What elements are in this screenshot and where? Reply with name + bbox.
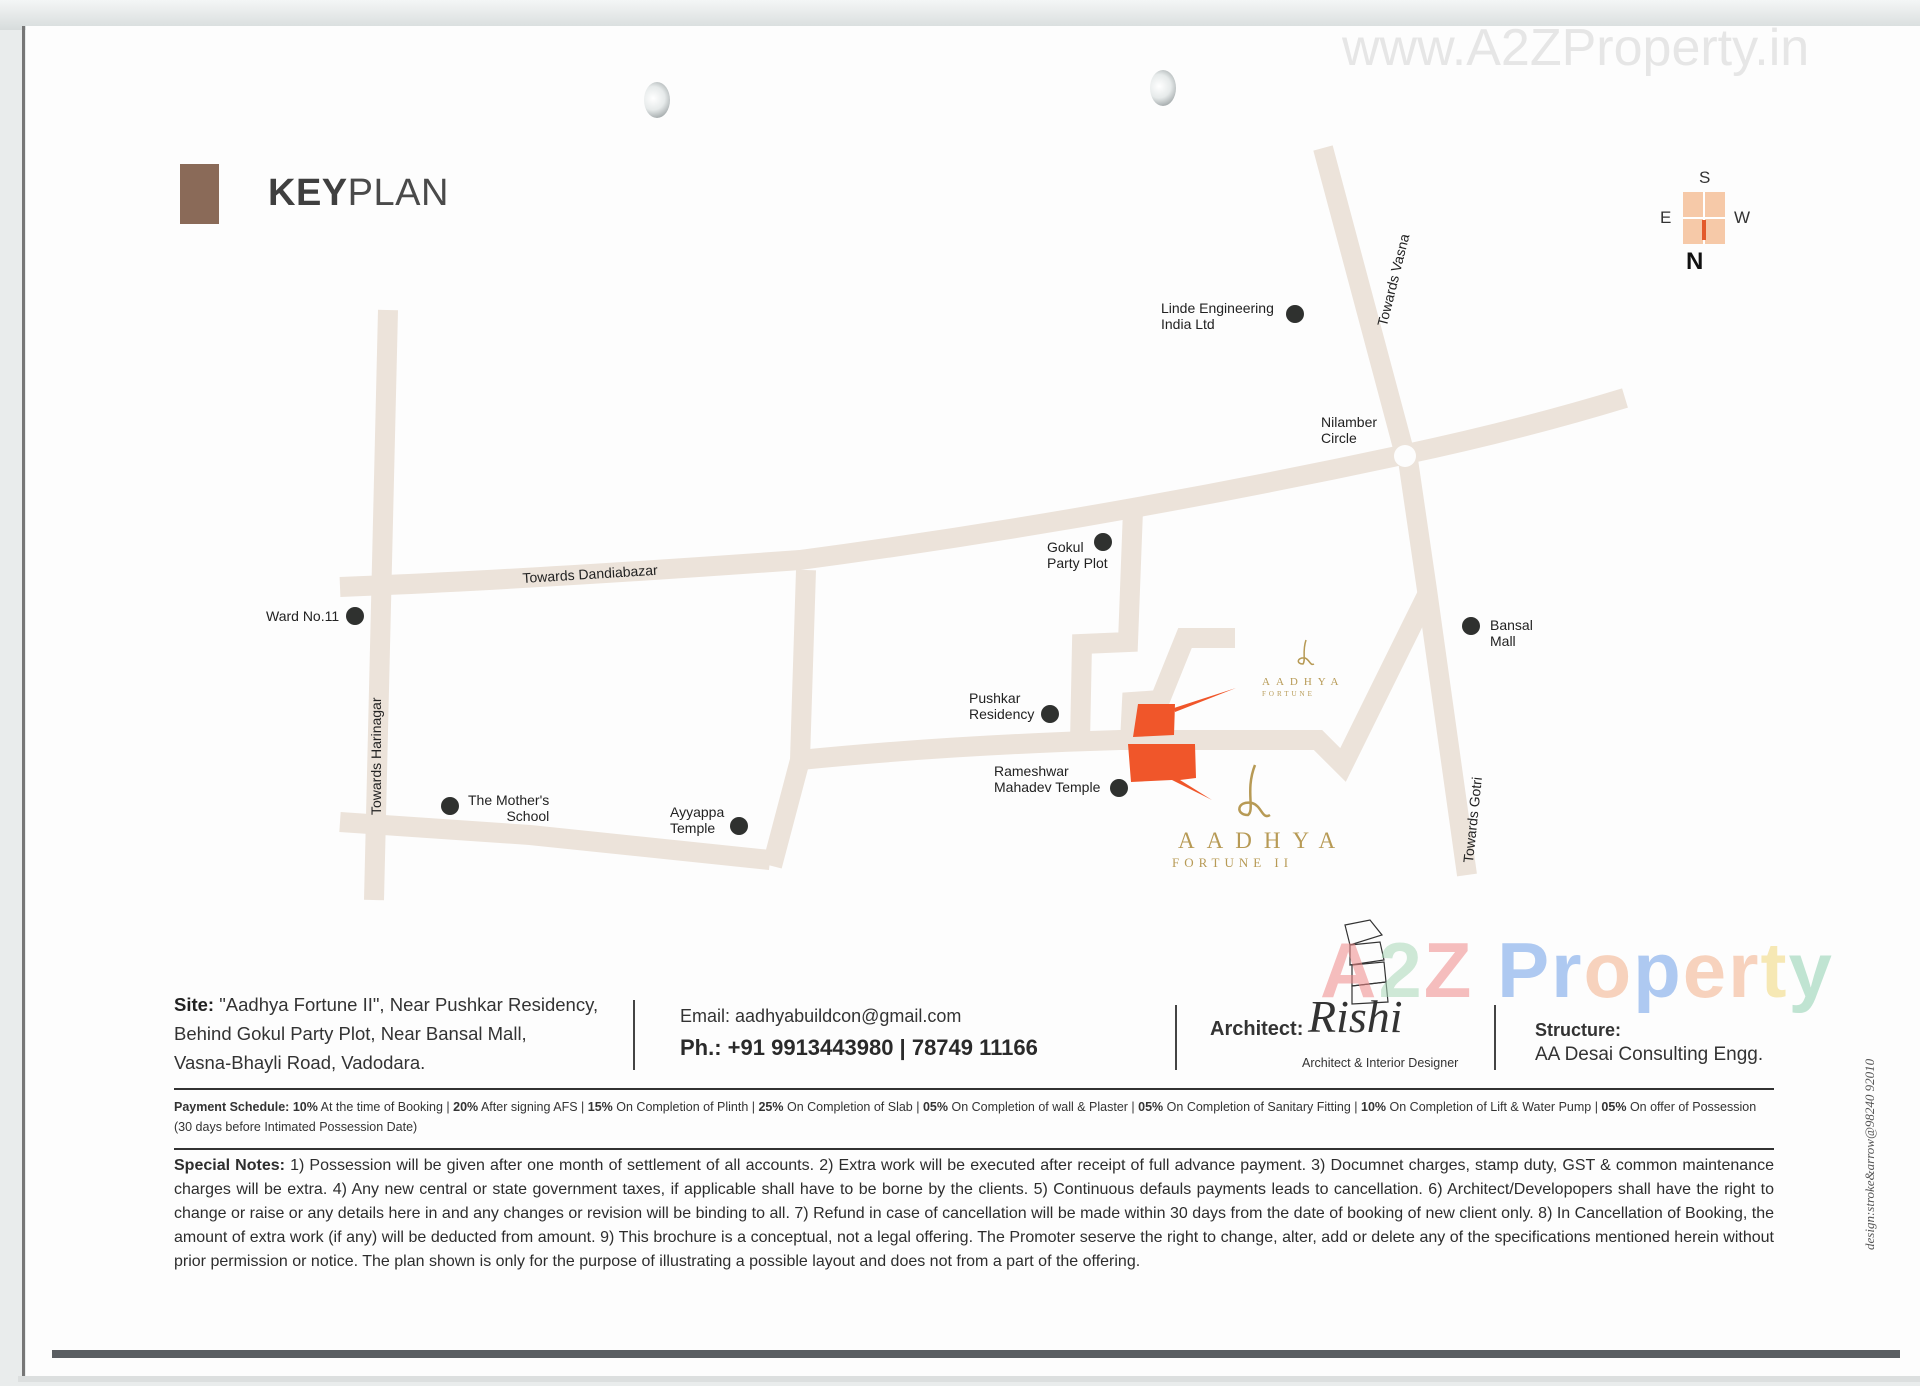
watermark-url: www.A2ZProperty.in [1342,19,1810,77]
road-label-dandiabazar: Towards Dandiabazar [522,561,659,586]
title-bold: KEY [268,172,348,214]
poi-dot-icon [346,607,364,625]
compass-north: N [1686,248,1704,275]
watermark-logo: A2Z Property [1320,926,1834,1014]
compass-south: S [1699,168,1711,187]
aadhya-fortune-sub: FORTUNE [1262,690,1315,698]
structure-label: Structure: [1535,1020,1622,1040]
divider [633,1000,635,1070]
designer-credit: design:stroke&arrow@98240 92010 [1862,1058,1877,1250]
poi-dot-icon [441,797,459,815]
landmark-nilamber: Nilamber Circle [1321,414,1378,446]
aadhya-fortune-name: AADHYA [1262,676,1345,688]
landmark-linde: Linde Engineering India Ltd [1161,300,1274,332]
nilamber-circle-icon [1394,445,1416,467]
compass-east: E [1660,208,1672,227]
road-label-vasna: Towards Vasna [1374,232,1413,328]
site-plot-fortune [1133,704,1175,737]
title-light: PLAN [347,172,449,214]
compass-west: W [1734,208,1751,227]
structure-value: AA Desai Consulting Engg. [1535,1044,1764,1065]
road-label-gotri: Towards Gotri [1460,776,1485,864]
payment-schedule: Payment Schedule: 10% At the time of Booking | 20% After signing AFS | 15% On Completion of Plinth | 25% On Completion of Slab | 05% On Completion of wall & Plaster | 05% On Completion of Sanitary Fitting | 10% On Completion of Lift & Water Pump | 05% On offer of Possession (30 days before Intimated Possession Date) [174,1100,1757,1134]
divider [1175,1005,1177,1070]
divider [1494,1005,1496,1070]
aadhya-fortune-ii-name: AADHYA [1178,828,1348,853]
aadhya-fortune-ii-sub: FORTUNE II [1172,855,1294,870]
contact-email[interactable]: Email: aadhyabuildcon@gmail.com [680,1006,962,1026]
architect-subtitle: Architect & Interior Designer [1302,1056,1459,1070]
road-link [772,570,806,866]
site-plot-fortune-ii [1128,744,1212,800]
aadhya-logo-icon [1298,640,1314,664]
landmark-gokul: Gokul Party Plot [1047,539,1108,571]
poi-dot-icon [730,817,748,835]
road-label-harinagar: Towards Harinagar [368,697,384,815]
poi-dot-icon [1110,779,1128,797]
architect-logo: Rishi [1308,991,1403,1042]
poi-dot-icon [1041,705,1059,723]
divider [174,1148,1774,1150]
aadhya-ii-logo-icon [1239,765,1270,816]
landmark-ayyappa: Ayyappa Temple [670,804,725,836]
poi-dot-icon [1286,305,1304,323]
architect-label: Architect: [1210,1018,1304,1040]
special-notes: Special Notes: 1) Possession will be given after one month of settlement of all accounts. 2) Extra work will be executed after receipt of full advance payment. 3) Documnet charges, stamp duty, GST & common maintenance charges will be extra. 4) Any new central or state government taxes, if applicable shall have to be borne by the clients. 5) Continuous defauls payments leads to cancellation. 6) Architect/Developopers shall have the right to change or raise or any details here in and any changes or revision will be binding to all. 7) Refund in case of cancellation will be made within 30 days from the date of booking of new client only. 8) In Cancellation of Booking, the amount of extra work (if any) will be deducted from amount. 9) This brochure is a conceptual, not a legal offering. The Promoter seserve the right to change, alter, add or delete any of the specifications mentioned herein without prior permission or notice. The plan shown is only for the purpose of illustrating a possible layout and does not from a part of the offering. [174,1157,1774,1270]
site-address: Site: "Aadhya Fortune II", Near Pushkar Residency, Behind Gokul Party Plot, Near Bansal Mall, Vasna-Bhayli Road, Vadodara. [174,994,599,1073]
road-gotri [1408,460,1467,875]
poi-dot-icon [1462,617,1480,635]
landmark-bansal: Bansal Mall [1490,617,1533,649]
poi-dot-icon [1094,533,1112,551]
contact-phone[interactable]: Ph.: +91 9913443980 | 78749 11166 [680,1035,1038,1060]
landmark-ward: Ward No.11 [266,608,340,624]
bottom-bar [52,1350,1900,1358]
divider [174,1088,1774,1090]
page-bottom-edge [18,1376,1920,1382]
landmark-pushkar: Pushkar Residency [969,690,1035,722]
landmark-mothers-school: The Mother's School [468,792,550,824]
landmark-rameshwar: Rameshwar Mahadev Temple [994,763,1101,795]
